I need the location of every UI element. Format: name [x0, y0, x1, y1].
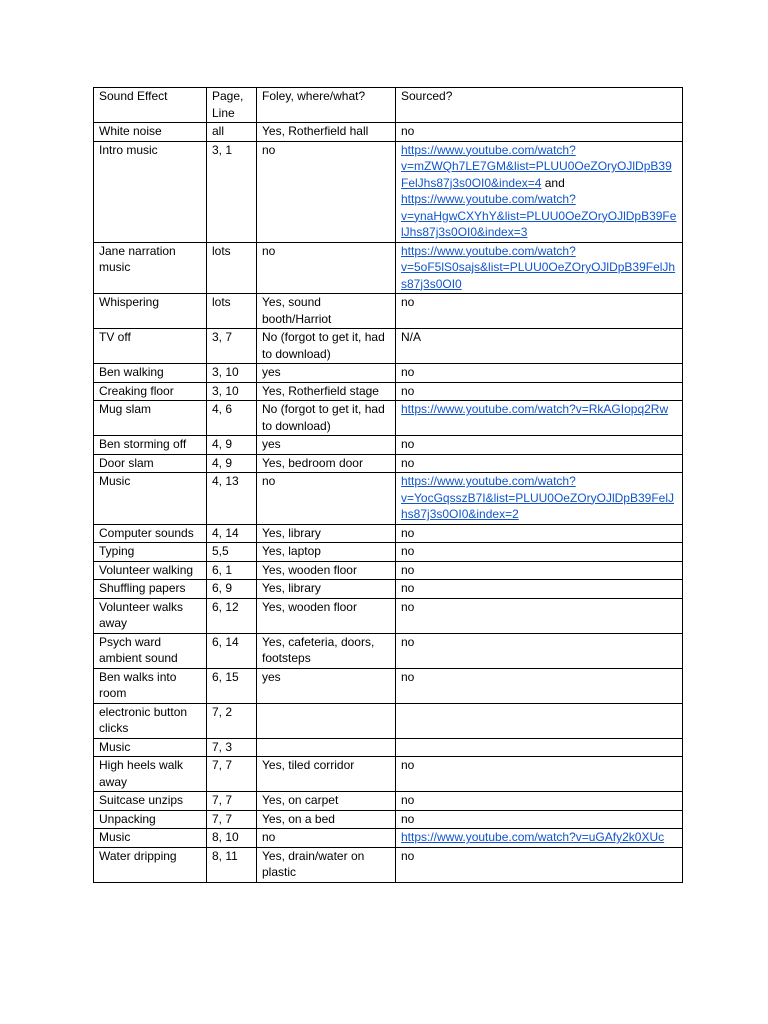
sourced-cell — [396, 329, 683, 364]
page-line-cell: 4, 9 — [207, 436, 257, 455]
table-row — [94, 329, 683, 364]
foley-cell: Yes, library — [257, 524, 396, 543]
sourced-text: no — [401, 848, 415, 863]
sourced-cell — [396, 454, 683, 473]
page-line-cell: 7, 3 — [207, 738, 257, 757]
table-row — [94, 454, 683, 473]
sourced-cell — [396, 436, 683, 455]
foley-cell: Yes, Rotherfield hall — [257, 123, 396, 142]
sourced-text: no — [401, 437, 415, 451]
foley-cell: Yes, drain/water on plastic — [257, 847, 396, 882]
sound-effect-cell: Creaking floor — [94, 382, 207, 401]
youtube-link[interactable]: https://www.youtube.com/watch?v=YocGqsszB7I&list=PLUU0OeZOryOJlDpB39FelJhs87j3s0OI0&index=2 — [401, 474, 674, 521]
table-row — [94, 242, 683, 294]
foley-cell: Yes, tiled corridor — [257, 757, 396, 792]
sourced-text: no — [401, 581, 415, 595]
page-line-cell: 3, 10 — [207, 382, 257, 401]
table-row — [94, 473, 683, 525]
table-row — [94, 598, 683, 633]
table-row — [94, 633, 683, 668]
page-line-cell: lots — [207, 242, 257, 294]
foley-cell: Yes, on carpet — [257, 792, 396, 811]
foley-cell: yes — [257, 436, 396, 455]
table-row — [94, 141, 683, 242]
foley-cell: Yes, wooden floor — [257, 598, 396, 633]
foley-cell: No (forgot to get it, had to download) — [257, 401, 396, 436]
header-sourced: Sourced? — [396, 88, 683, 123]
sound-effect-cell: Unpacking — [94, 810, 207, 829]
table-row — [94, 123, 683, 142]
sourced-text: N/A — [401, 330, 422, 344]
sound-effect-cell: Computer sounds — [94, 524, 207, 543]
sourced-cell — [396, 382, 683, 401]
sourced-cell — [396, 792, 683, 811]
table-row — [94, 364, 683, 383]
table-header-row — [94, 88, 683, 123]
sound-effect-cell: Intro music — [94, 141, 207, 242]
sound-effect-cell: Music — [94, 738, 207, 757]
page-line-cell: 7, 2 — [207, 703, 257, 738]
foley-cell: Yes, laptop — [257, 543, 396, 562]
foley-cell: Yes, cafeteria, doors, footsteps — [257, 633, 396, 668]
table-row — [94, 829, 683, 848]
table-row — [94, 792, 683, 811]
sourced-text: no — [401, 599, 415, 614]
sourced-cell — [396, 123, 683, 142]
page-line-cell: 6, 14 — [207, 633, 257, 668]
sourced-text: no — [401, 793, 415, 807]
foley-cell: no — [257, 242, 396, 294]
sourced-cell — [396, 473, 683, 525]
sourced-cell — [396, 401, 683, 436]
table-row — [94, 543, 683, 562]
page-line-cell: 8, 10 — [207, 829, 257, 848]
foley-cell: Yes, wooden floor — [257, 561, 396, 580]
sourced-text: no — [401, 634, 415, 649]
sound-effect-cell: Music — [94, 473, 207, 525]
sourced-cell — [396, 364, 683, 383]
table-row — [94, 561, 683, 580]
table-row — [94, 294, 683, 329]
foley-cell: no — [257, 829, 396, 848]
foley-cell: Yes, on a bed — [257, 810, 396, 829]
table-row — [94, 580, 683, 599]
page-line-cell: 5,5 — [207, 543, 257, 562]
sound-effect-cell: Volunteer walking — [94, 561, 207, 580]
sourced-text: no — [401, 455, 415, 470]
header-foley: Foley, where/what? — [257, 88, 396, 123]
sourced-text: no — [401, 295, 415, 309]
foley-cell: No (forgot to get it, had to download) — [257, 329, 396, 364]
page-line-cell: 4, 6 — [207, 401, 257, 436]
foley-cell: Yes, sound booth/Harriot — [257, 294, 396, 329]
sourced-text: no — [401, 758, 415, 772]
foley-cell: Yes, Rotherfield stage — [257, 382, 396, 401]
sound-effect-cell: Ben walking — [94, 364, 207, 383]
page-line-cell: 4, 14 — [207, 524, 257, 543]
sourced-text: no — [401, 525, 415, 540]
page-line-cell: lots — [207, 294, 257, 329]
header-page-line: Page, Line — [207, 88, 257, 123]
sourced-cell — [396, 141, 683, 242]
table-row — [94, 847, 683, 882]
page-line-cell: 6, 1 — [207, 561, 257, 580]
sourced-cell — [396, 810, 683, 829]
sound-effect-cell: Ben walks into room — [94, 668, 207, 703]
sourced-text: no — [401, 562, 415, 577]
table-row — [94, 436, 683, 455]
sourced-text: no — [401, 544, 415, 558]
foley-cell: no — [257, 473, 396, 525]
sound-effect-cell: Mug slam — [94, 401, 207, 436]
sound-effect-cell: electronic button clicks — [94, 703, 207, 738]
page-line-cell: 4, 9 — [207, 454, 257, 473]
sourced-cell — [396, 543, 683, 562]
sound-effect-cell: High heels walk away — [94, 757, 207, 792]
sourced-cell — [396, 847, 683, 882]
sourced-cell — [396, 294, 683, 329]
page-line-cell: all — [207, 123, 257, 142]
foley-cell — [257, 738, 396, 757]
youtube-link[interactable]: https://www.youtube.com/watch?v=uGAfy2k0XUc — [401, 830, 665, 844]
sourced-cell — [396, 757, 683, 792]
sourced-cell — [396, 580, 683, 599]
foley-cell: Yes, library — [257, 580, 396, 599]
sourced-text: no — [401, 124, 415, 138]
sound-effect-cell: TV off — [94, 329, 207, 364]
page-line-cell: 7, 7 — [207, 757, 257, 792]
page-line-cell: 3, 10 — [207, 364, 257, 383]
table-row — [94, 757, 683, 792]
foley-cell: yes — [257, 668, 396, 703]
youtube-link[interactable]: https://www.youtube.com/watch?v=RkAGIopq2Rw — [401, 402, 669, 416]
page-line-cell: 6, 12 — [207, 598, 257, 633]
sourced-cell — [396, 703, 683, 738]
table-row — [94, 382, 683, 401]
sourced-cell — [396, 524, 683, 543]
sourced-cell — [396, 829, 683, 848]
sound-effects-table — [93, 87, 683, 883]
sound-effect-cell: White noise — [94, 123, 207, 142]
sourced-text: and — [541, 175, 565, 190]
sourced-text: no — [401, 383, 415, 398]
table-body — [94, 123, 683, 883]
sound-effect-cell: Psych ward ambient sound — [94, 633, 207, 668]
sound-effect-cell: Typing — [94, 543, 207, 562]
sourced-text: no — [401, 669, 415, 684]
sound-effect-cell: Water dripping — [94, 847, 207, 882]
page-line-cell: 7, 7 — [207, 810, 257, 829]
sound-effect-cell: Suitcase unzips — [94, 792, 207, 811]
sound-effect-cell: Shuffling papers — [94, 580, 207, 599]
table-row — [94, 703, 683, 738]
table-row — [94, 401, 683, 436]
table-row — [94, 810, 683, 829]
table-row — [94, 738, 683, 757]
table-row — [94, 524, 683, 543]
page-line-cell: 4, 13 — [207, 473, 257, 525]
sound-effect-cell: Whispering — [94, 294, 207, 329]
sourced-cell — [396, 561, 683, 580]
sound-effect-cell: Music — [94, 829, 207, 848]
sourced-cell — [396, 598, 683, 633]
sourced-cell — [396, 738, 683, 757]
youtube-link[interactable]: https://www.youtube.com/watch?v=ynaHgwCXYhY&list=PLUU0OeZOryOJlDpB39FelJhs87j3s0OI0&index=3 — [401, 192, 677, 239]
sound-effect-cell: Door slam — [94, 454, 207, 473]
sourced-cell — [396, 668, 683, 703]
youtube-link[interactable]: https://www.youtube.com/watch?v=5oF5lS0sajs&list=PLUU0OeZOryOJlDpB39FelJhs87j3s0OI0 — [401, 243, 676, 291]
page-line-cell: 6, 15 — [207, 668, 257, 703]
sourced-cell — [396, 242, 683, 294]
page-line-cell: 3, 1 — [207, 141, 257, 242]
sound-effect-cell: Volunteer walks away — [94, 598, 207, 633]
foley-cell: no — [257, 141, 396, 242]
sound-effect-cell: Ben storming off — [94, 436, 207, 455]
sourced-text: no — [401, 365, 415, 379]
youtube-link[interactable]: https://www.youtube.com/watch?v=mZWQh7LE7GM&list=PLUU0OeZOryOJlDpB39FelJhs87j3s0OI0&index=4 — [401, 142, 672, 190]
table-row — [94, 668, 683, 703]
page-line-cell: 6, 9 — [207, 580, 257, 599]
foley-cell — [257, 703, 396, 738]
sourced-text: no — [401, 811, 415, 826]
page-line-cell: 8, 11 — [207, 847, 257, 882]
header-sound-effect: Sound Effect — [94, 88, 207, 123]
sourced-cell — [396, 633, 683, 668]
page-line-cell: 3, 7 — [207, 329, 257, 364]
foley-cell: Yes, bedroom door — [257, 454, 396, 473]
sound-effect-cell: Jane narration music — [94, 242, 207, 294]
page-line-cell: 7, 7 — [207, 792, 257, 811]
foley-cell: yes — [257, 364, 396, 383]
